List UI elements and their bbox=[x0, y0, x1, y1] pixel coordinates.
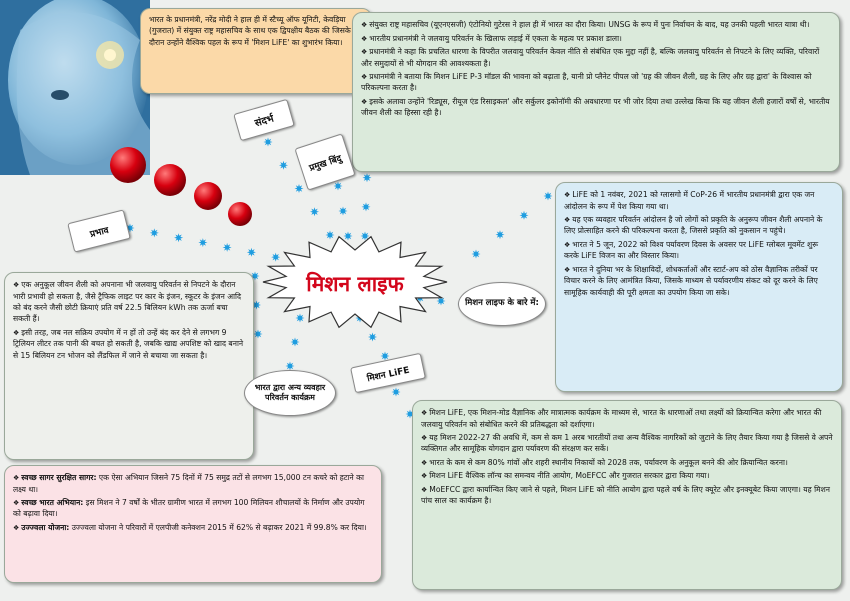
impact-list bbox=[13, 279, 245, 361]
impact-item: ❖ इसी तरह, जब नल सक्रिय उपयोग में न हों तो उन्हें बंद कर देने से लगभग 9 ट्रिलियन लीटर तक पानी की बचत हो सकती है, जबकि खाद्य अपशिष्ट को खाद बनाने से 15 बिलियन टन भोजन को लैंडफिल में जाने से बचाया जा सकता है। bbox=[13, 327, 245, 361]
mission-point-item: ❖ MoEFCC द्वारा कार्यान्वित किए जाने से पहले, मिशन LiFE को नीति आयोग द्वारा पहले वर्ष के लिए क्यूरेट और इनक्यूबेट किया जाएगा। यह मिशन पांच साल का कार्यक्रम है। bbox=[421, 484, 833, 507]
program-text: एक ऐसा अभियान जिसने 75 दिनों में 75 समुद्र तटों से लगभग 15,000 टन कचरे को हटाने का लक्ष्य था। bbox=[13, 473, 364, 494]
star-connector bbox=[520, 211, 529, 220]
program-label: स्वच्छ भारत अभियान: bbox=[21, 497, 84, 507]
key-point-item: ❖ इसके अलावा उन्होंने 'रिड्यूस, रीयूज एंड रिसाइकल' और सर्कुलर इकोनॉमी की अवधारणा पर भी जोर दिया तथा उल्लेख किया कि यह जीवन शैली हजारों वर्षों से, भारतीय जीवन शैली का हिस्सा रही है। bbox=[361, 96, 831, 119]
context-box bbox=[140, 8, 372, 94]
key-point-item: ❖ भारतीय प्रधानमंत्री ने जलवायु परिवर्तन के खिलाफ लड़ाई में एकता के महत्व पर प्रकाश डाला। bbox=[361, 33, 831, 45]
heading-prabhav: प्रभाव bbox=[67, 209, 131, 252]
star-connector bbox=[368, 333, 377, 342]
star-connector bbox=[264, 138, 273, 147]
star-connector bbox=[198, 238, 207, 247]
key-points-box bbox=[352, 12, 840, 172]
key-points-list bbox=[361, 19, 831, 119]
star-connector bbox=[271, 253, 280, 262]
star-connector bbox=[339, 207, 348, 216]
star-connector bbox=[326, 231, 335, 240]
mission-point-item: ❖ मिशन LiFE वैश्विक लॉन्च का समन्वय नीति आयोग, MoEFCC और गुजरात सरकार द्वारा किया गया। bbox=[421, 470, 833, 482]
key-point-item: ❖ प्रधानमंत्री ने कहा कि प्रचलित धारणा के विपरीत जलवायु परिवर्तन केवल नीति से संबंधित एक मुद्दा नहीं है, बल्कि जलवायु परिवर्तन से निपटने के लिए व्यक्ति, परिवारों और समुदायों से भी योगदान की आवश्यकता है। bbox=[361, 46, 831, 69]
star-connector bbox=[496, 230, 505, 239]
center-title: मिशन लाइफ bbox=[306, 272, 404, 296]
program-item bbox=[13, 522, 373, 534]
program-label: उज्ज्वला योजना: bbox=[21, 522, 70, 532]
program-label: स्वच्छ सागर सुरक्षित सागर: bbox=[21, 473, 97, 482]
program-item bbox=[13, 472, 373, 495]
mission-box bbox=[412, 400, 842, 590]
star-connector bbox=[223, 243, 232, 252]
star-connector bbox=[291, 338, 300, 347]
heading-mission-life: मिशन LiFE bbox=[350, 353, 426, 393]
star-connector bbox=[363, 173, 372, 182]
red-ball bbox=[194, 182, 222, 210]
about-list bbox=[564, 189, 834, 298]
about-item: ❖ यह एक व्यवहार परिवर्तन आंदोलन है जो लोगों को प्रकृति के अनुरूप जीवन शैली अपनाने के लिए प्रोत्साहित करने की परिकल्पना करता है, जिससे प्रकृति को नुकसान न पहुंचे। bbox=[564, 214, 834, 237]
heading-bare-me: मिशन लाइफ के बारे में: bbox=[458, 282, 546, 326]
heading-pramukh: प्रमुख बिंदु bbox=[294, 133, 355, 190]
star-connector bbox=[544, 192, 553, 201]
context-text: भारत के प्रधानमंत्री, नरेंद्र मोदी ने हाल ही में स्टैच्यू ऑफ यूनिटी, केवड़िया (गुजरात) में संयुक्त राष्ट्र महासचिव के साथ एक द्विपक्षीय बैठक की जिसके दौरान उन्होंने वैश्विक पहल के रूप में 'मिशन LiFE' का शुभारंभ किया। bbox=[149, 15, 351, 47]
impact-item: ❖ एक अनुकूल जीवन शैली को अपनाना भी जलवायु परिवर्तन से निपटने के दौरान भारी प्रभावी हो सकता है, जैसे ट्रैफिक लाइट पर कार के इंजन, स्कूटर के इंजन आदि को बंद करने जैसी छोटी क्रियाएं प्रति वर्ष 22.5 बिलियन kWh तक ऊर्जा बचा सकती हैं। bbox=[13, 279, 245, 325]
program-item bbox=[13, 497, 373, 520]
star-connector bbox=[150, 228, 159, 237]
programs-list bbox=[13, 472, 373, 533]
star-connector bbox=[295, 184, 304, 193]
star-connector bbox=[392, 388, 401, 397]
heading-bharat: भारत द्वारा अन्य व्यवहार परिवर्तन कार्यक्रम bbox=[244, 370, 336, 416]
impact-box bbox=[4, 272, 254, 460]
star-connector bbox=[279, 161, 288, 170]
mission-point-item: ❖ यह मिशन 2022-27 की अवधि में, कम से कम 1 अरब भारतीयों तथा अन्य वैश्विक नागरिकों को जुटाने के लिए तैयार किया गया है जिससे वे अपने व्यक्तिगत और सामूहिक योगदान द्वारा पर्यावरण की संरक्षण कर सकें। bbox=[421, 432, 833, 455]
star-connector bbox=[254, 330, 263, 339]
star-connector bbox=[362, 202, 371, 211]
about-box bbox=[555, 182, 843, 392]
red-ball bbox=[228, 202, 252, 226]
red-balls bbox=[110, 147, 252, 226]
star-connector bbox=[344, 232, 353, 241]
star-connector bbox=[472, 250, 481, 259]
key-point-item: ❖ संयुक्त राष्ट्र महासचिव (यूएनएसजी) एंटोनियो गुटेरस ने हाल ही में भारत का दौरा किया। UNSG के रूप में पुनः निर्वाचन के बाद, यह उनकी पहली भारत यात्रा थी। bbox=[361, 19, 831, 31]
program-text: इस मिशन ने 7 वर्षों के भीतर ग्रामीण भारत में लगभग 100 मिलियन शौचालयों के निर्माण और उपयोग को बढ़ावा दिया। bbox=[13, 497, 365, 519]
red-ball bbox=[110, 147, 146, 183]
mission-point-item: ❖ मिशन LiFE, एक मिशन-मोड वैज्ञानिक और मात्रात्मक कार्यक्रम के माध्यम से, भारत के धारणाओं तथा लक्ष्यों को क्रियान्वित करेगा और भारत की जलवायु परिवर्तन को संबोधित करने की प्रतिबद्धता को दर्शाएगा। bbox=[421, 407, 833, 430]
about-item: ❖ भारत ने 5 जून, 2022 को विश्व पर्यावरण दिवस के अवसर पर LiFE ग्लोबल मूवमेंट शुरू करके LiFE विजन का और विस्तार किया। bbox=[564, 239, 834, 262]
program-text: उज्ज्वला योजना ने परिवारों में एलपीजी कनेक्शन 2015 में 62% से बढ़ाकर 2021 में 99.8% कर दिया। bbox=[69, 522, 367, 532]
star-connector bbox=[296, 314, 305, 323]
key-point-item: ❖ प्रधानमंत्री ने बताया कि मिशन LiFE P-3 मॉडल की भावना को बढ़ाता है, यानी प्रो प्लैनेट पीपल जो 'ग्रह की जीवन शैली, ग्रह के लिए और ग्रह द्वारा' के विश्वास को परिकल्पना करता है। bbox=[361, 71, 831, 94]
mission-point-item: ❖ भारत के कम से कम 80% गांवों और शहरी स्थानीय निकायों को 2028 तक, पर्यावरण के अनुकूल बनने की ओर क्रियान्वित करना। bbox=[421, 457, 833, 469]
red-ball bbox=[154, 164, 186, 196]
about-item: ❖ LiFE को 1 नवंबर, 2021 को ग्लासगो में CoP-26 में भारतीय प्रधानमंत्री द्वारा एक जन आंदोलन के रूप में पेश किया गया था। bbox=[564, 189, 834, 212]
star-connector bbox=[334, 182, 343, 191]
star-connector bbox=[247, 248, 256, 257]
star-connector bbox=[310, 207, 319, 216]
star-connector bbox=[174, 233, 183, 242]
programs-box bbox=[4, 465, 382, 583]
about-item: ❖ भारत ने दुनिया भर के शिक्षाविदों, शोधकर्ताओं और स्टार्ट-अप को ठोस वैज्ञानिक तरीकों पर विचार करने के लिए आमंत्रित किया, जिसके माध्यम से पर्यावरणीय संकट को दूर करने के लिए सामूहिक कार्यवाही की पूरी क्षमता का उपयोग किया जा सके। bbox=[564, 264, 834, 298]
heading-sandarbh: संदर्भ bbox=[233, 99, 295, 141]
mission-list bbox=[421, 407, 833, 507]
